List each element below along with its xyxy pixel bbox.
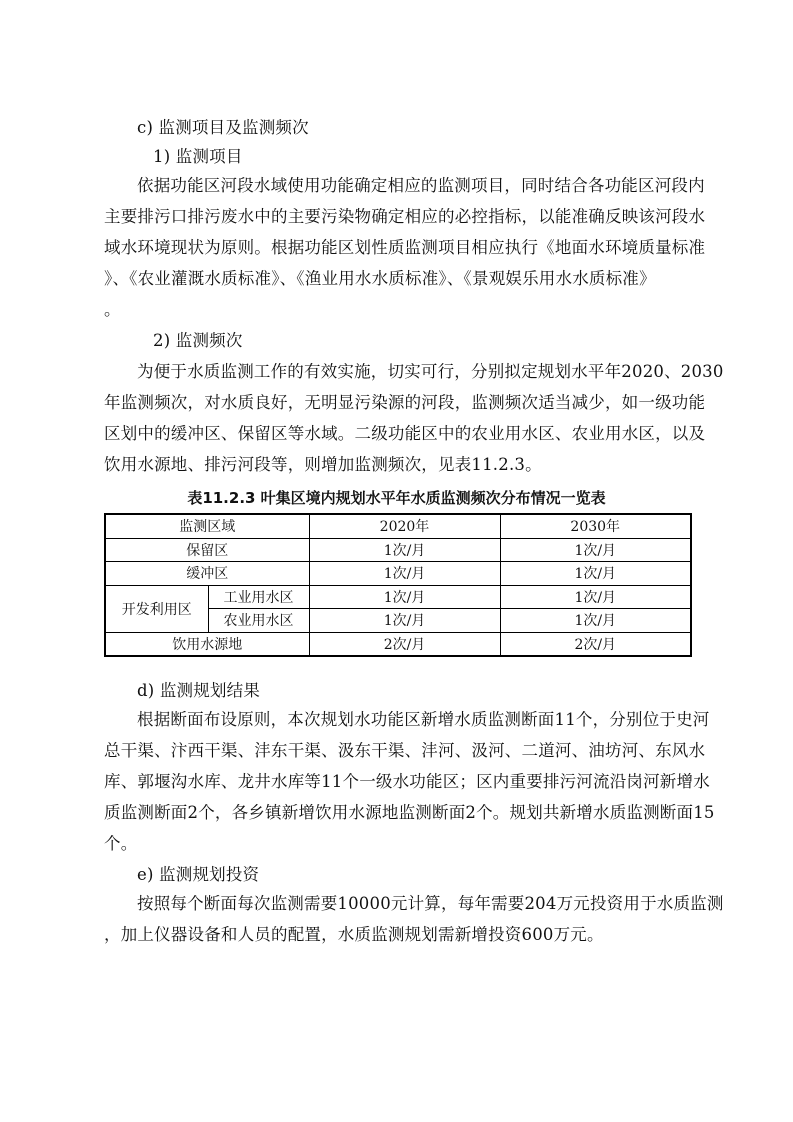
row-area: 缓冲区	[105, 562, 309, 586]
row-area: 保留区	[105, 538, 309, 562]
table-row	[105, 585, 691, 609]
paragraph-line: 总干渠、汴西干渠、沣东干渠、汲东干渠、沣河、汲河、二道河、油坊河、东风水	[104, 741, 706, 760]
table-row	[105, 562, 691, 586]
section-d-heading: d) 监测规划结果	[137, 681, 261, 700]
row-2030: 1次/月	[500, 538, 691, 562]
row-2030: 1次/月	[500, 609, 691, 633]
paragraph-line: 库、郭堰沟水库、龙井水库等11个一级水功能区；区内重要排污河流沿岗河新增水	[104, 772, 710, 791]
paragraph-line: 主要排污口排污废水中的主要污染物确定相应的必控指标，以能准确反映该河段水	[104, 207, 706, 226]
paragraph-line: 个。	[104, 834, 138, 853]
row-area: 工业用水区	[208, 585, 309, 609]
monitoring-frequency-table	[104, 513, 692, 657]
section-c-heading: c) 监测项目及监测频次	[137, 118, 309, 137]
row-2020: 1次/月	[309, 585, 500, 609]
table-caption: 表11.2.3 叶集区境内规划水平年水质监测频次分布情况一览表	[187, 489, 606, 507]
section-e-heading: e) 监测规划投资	[137, 865, 260, 884]
row-area: 饮用水源地	[105, 632, 309, 656]
paragraph-line: 。	[104, 300, 121, 319]
paragraph-line: 按照每个断面每次监测需要10000元计算，每年需要204万元投资用于水质监测	[137, 894, 724, 913]
paragraph-line: ，加上仪器设备和人员的配置，水质监测规划需新增投资600万元。	[104, 925, 604, 944]
row-2030: 2次/月	[500, 632, 691, 656]
header-area: 监测区域	[105, 514, 309, 538]
header-2030: 2030年	[500, 514, 691, 538]
paragraph-line: 年监测频次，对水质良好，无明显污染源的河段，监测频次适当减少，如一级功能	[104, 393, 706, 412]
row-2020: 1次/月	[309, 562, 500, 586]
sub2-heading: 2) 监测频次	[153, 331, 243, 350]
paragraph-line: 饮用水源地、排污河段等，则增加监测频次，见表11.2.3。	[104, 455, 542, 474]
header-2020: 2020年	[309, 514, 500, 538]
table-header-row	[105, 514, 691, 538]
row-2020: 2次/月	[309, 632, 500, 656]
row-2030: 1次/月	[500, 562, 691, 586]
paragraph-line: 》、《农业灌溉水质标准》、《渔业用水水质标准》、《景观娱乐用水水质标准》	[104, 269, 656, 288]
row-2020: 1次/月	[309, 538, 500, 562]
row-2030: 1次/月	[500, 585, 691, 609]
table-row	[105, 632, 691, 656]
paragraph-line: 质监测断面2个，各乡镇新增饮用水源地监测断面2个。规划共新增水质监测断面15	[104, 803, 715, 822]
paragraph-line: 根据断面布设原则，本次规划水功能区新增水质监测断面11个，分别位于史河	[137, 710, 710, 729]
table-row	[105, 538, 691, 562]
sub1-heading: 1) 监测项目	[153, 147, 243, 166]
row-area: 农业用水区	[208, 609, 309, 633]
paragraph-line: 域水环境现状为原则。根据功能区划性质监测项目相应执行《地面水环境质量标准	[104, 238, 706, 257]
row-2020: 1次/月	[309, 609, 500, 633]
row-group: 开发利用区	[105, 585, 208, 632]
paragraph-line: 区划中的缓冲区、保留区等水域。二级功能区中的农业用水区、农业用水区，以及	[104, 424, 706, 443]
paragraph-line: 依据功能区河段水域使用功能确定相应的监测项目，同时结合各功能区河段内	[137, 176, 705, 195]
paragraph-line: 为便于水质监测工作的有效实施，切实可行，分别拟定规划水平年2020、2030	[137, 362, 724, 381]
